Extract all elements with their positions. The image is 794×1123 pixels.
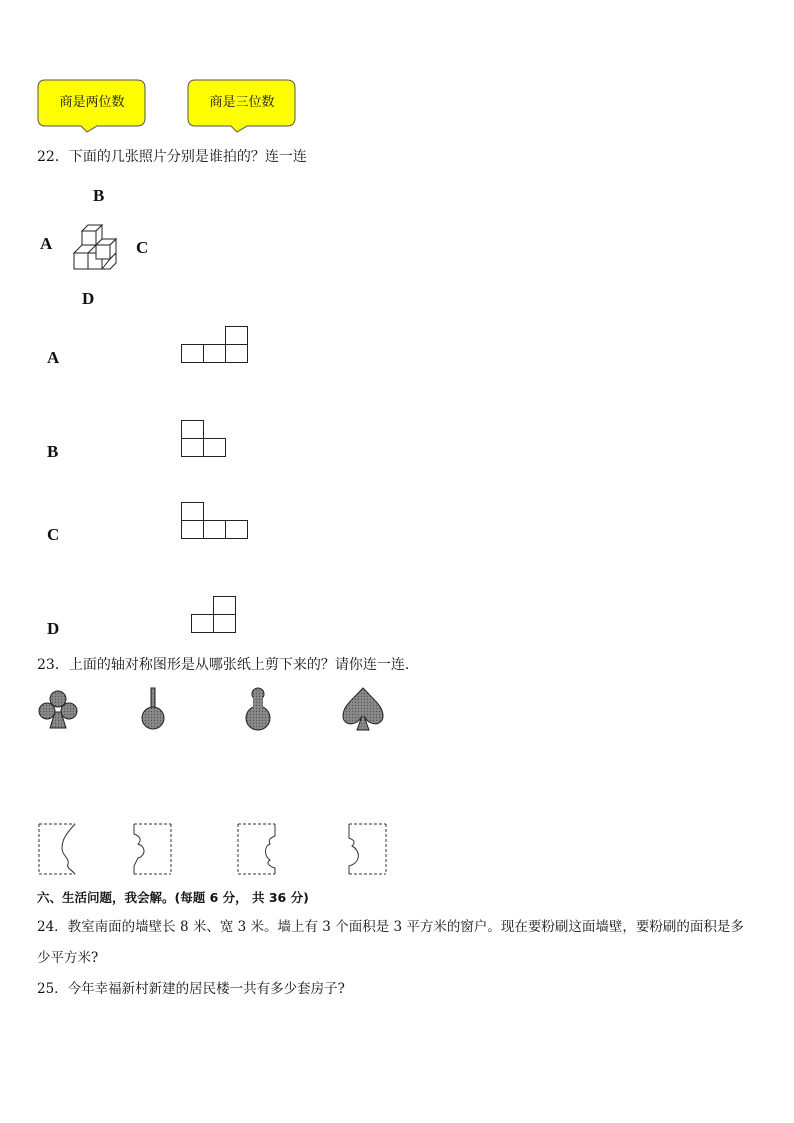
paper-3: [238, 824, 275, 874]
view-c-grid: [181, 502, 253, 544]
question-22: 22．下面的几张照片分别是谁拍的？连一连: [37, 149, 307, 165]
view-d-grid: [191, 596, 241, 636]
bubble-label: 商是三位数: [209, 95, 275, 110]
club-shape-icon: [39, 691, 77, 728]
view-label-a: A: [47, 348, 60, 367]
question-25: 25．今年幸福新村新建的居民楼一共有多少套房子?: [37, 981, 345, 997]
question-23: 23．上面的轴对称图形是从哪张纸上剪下来的？请你连一连.: [37, 657, 410, 673]
view-label-c: C: [47, 525, 60, 544]
paper-4: [349, 824, 386, 874]
question-24-line-2: 少平方米?: [37, 950, 99, 966]
cube-arrangement-figure: [72, 223, 120, 275]
view-b-grid: [181, 420, 231, 460]
spade-icon: [343, 688, 383, 730]
ball-on-stick-icon: [142, 688, 164, 729]
section-6-title: 六、生活问题，我会解。(每题 6 分， 共 36 分): [37, 890, 309, 905]
view-a-grid: [181, 326, 251, 366]
bubble-three-digit: [187, 78, 297, 132]
direction-label-d: D: [82, 289, 95, 308]
paper-cutouts-row: [0, 820, 794, 880]
direction-label-c: C: [136, 238, 149, 257]
view-label-d: D: [47, 619, 60, 638]
paper-2: [134, 824, 171, 874]
gourd-icon: [246, 688, 270, 730]
question-24-line-1: 24．教室南面的墙壁长 8 米、宽 3 米。墙上有 3 个面积是 3 平方米的窗户。现在要粉刷这面墙壁，要粉刷的面积是多: [37, 919, 744, 935]
direction-label-a: A: [40, 234, 53, 253]
paper-1: [39, 824, 75, 874]
view-label-b: B: [47, 442, 59, 461]
bubble-two-digit: [37, 78, 147, 132]
direction-label-b: B: [93, 186, 105, 205]
symmetric-shapes-row: [0, 680, 794, 740]
bubble-label: 商是两位数: [59, 95, 125, 110]
